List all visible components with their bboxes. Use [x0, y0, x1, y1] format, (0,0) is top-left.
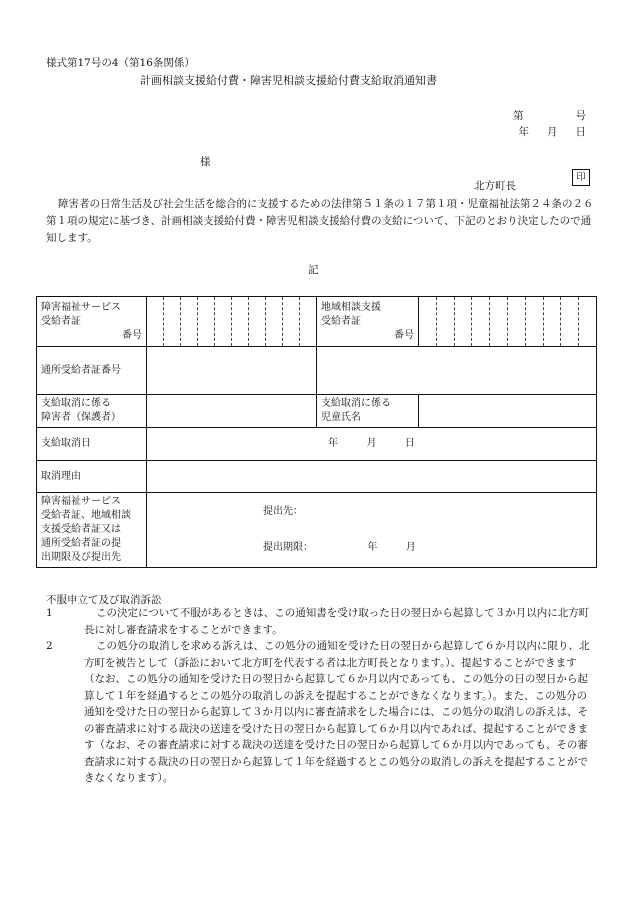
label-line: 地域相談支援	[321, 301, 381, 313]
date-year: 年	[518, 126, 529, 138]
document-title: 計画相談支援給付費・障害児相談支援給付費支給取消通知書	[140, 74, 437, 87]
deadline-label: 提出期限：	[263, 542, 313, 553]
ki-heading: 記	[308, 264, 319, 276]
label-line: 障害者（保護者）	[41, 412, 121, 423]
issuer-name: 北方町長	[474, 180, 516, 192]
child-name-value	[419, 395, 597, 428]
label-line: 支援受給者証又は	[41, 524, 121, 535]
document-date	[519, 124, 587, 139]
item-text: この決定について不服があるときは、この通知書を受け取った日の翌日から起算して３か月以内に北方町長に対し審査請求をすることができます。	[84, 607, 590, 636]
objection-item-2	[46, 638, 596, 787]
label-line: 番号	[122, 329, 142, 341]
label-line: 児童氏名	[321, 412, 361, 423]
notice-body: 障害者の日常生活及び社会生活を総合的に支援するための法律第５１条の１７第１項・児童福祉法第２４条の２６第１項の規定に基づき、計画相談支援給付費・障害児相談支援給付費の支給について、下記のとおり決定したので通知します。	[46, 198, 594, 244]
number-label-1: 第	[513, 110, 524, 122]
submission-label	[37, 493, 147, 568]
community-cert-digits	[419, 297, 597, 347]
deadline-year: 年	[367, 542, 378, 553]
label-line: 番号	[394, 329, 414, 341]
submit-to-label: 提出先：	[263, 506, 303, 517]
deadline-month: 月	[405, 542, 416, 553]
child-name-label	[317, 395, 419, 428]
service-cert-digits	[147, 297, 317, 347]
number-label-2: 号	[575, 110, 586, 122]
daycare-cert-label: 通所受給者証番号	[37, 347, 147, 395]
daycare-cert-value	[147, 347, 317, 395]
document-number	[513, 108, 586, 123]
item-number: 2	[46, 640, 53, 652]
seal-mark: 印	[572, 169, 590, 186]
disabled-person-label	[37, 395, 147, 428]
objection-item-1	[46, 605, 596, 638]
table-row	[37, 461, 597, 493]
month-unit: 月	[366, 438, 377, 449]
label-line: 支給取消に係る	[321, 398, 391, 409]
addressee-honorific: 様	[200, 156, 211, 168]
item-text: この処分の取消しを求める訴えは、この処分の通知を受けた日の翌日から起算して６か月以内に限り、北方町を被告として（訴訟において北方町を代表する者は北方町長となります。）、提起することができます（なお、この処分の通知を受けた日の翌日から起算して６か月以内であっても、この処分の日の翌日から起算して１年を経過するとこの処分の取消しの訴えを提起することができなくなります。）。また、この処分の通知を受けた日の翌日から起算して３か月以内に審査請求をした場合には、この処分の取消しの訴えは、その審査請求に対する裁決の送達を受けた日の翌日から起算して６か月以内であれば、提起することができます（なお、その審査請求に対する裁決の送達を受けた日の翌日から起算して６か月以内であっても、その審査請求に対する裁決の日の翌日から起算して１年を経過するとこの処分の取消しの訴えを提起することができなくなります）。	[84, 640, 590, 784]
label-line: 受給者証	[41, 315, 81, 327]
table-row	[37, 493, 597, 568]
decision-table	[36, 296, 597, 568]
label-line: 支給取消に係る	[41, 398, 111, 409]
cancel-reason-value	[147, 461, 597, 493]
cancel-date-value	[147, 428, 597, 461]
label-line: 受給者証	[321, 315, 361, 327]
day-unit: 日	[404, 438, 415, 449]
cancel-reason-label: 取消理由	[37, 461, 147, 493]
table-row	[37, 297, 597, 347]
date-month: 月	[547, 126, 558, 138]
deadline-line	[263, 541, 596, 555]
date-day: 日	[575, 126, 586, 138]
daycare-cert-extra	[317, 347, 597, 395]
community-cert-label	[317, 297, 419, 347]
label-line: 障害福祉サービス	[41, 496, 121, 507]
service-cert-label	[37, 297, 147, 347]
objection-heading: 不服申立て及び取消訴訟	[46, 594, 162, 606]
item-number: 1	[46, 607, 53, 619]
label-line: 通所受給者証の提	[41, 538, 121, 549]
table-row	[37, 347, 597, 395]
year-unit: 年	[328, 438, 339, 449]
label-line: 出期限及び提出先	[41, 552, 121, 563]
form-id: 様式第17号の4（第16条関係）	[46, 57, 195, 69]
table-row	[37, 428, 597, 461]
submission-value	[147, 493, 597, 568]
table-row	[37, 395, 597, 428]
cancel-date-label: 支給取消日	[37, 428, 147, 461]
label-line: 障害福祉サービス	[41, 301, 121, 313]
label-line: 受給者証、地域相談	[41, 510, 131, 521]
disabled-person-value	[147, 395, 317, 428]
